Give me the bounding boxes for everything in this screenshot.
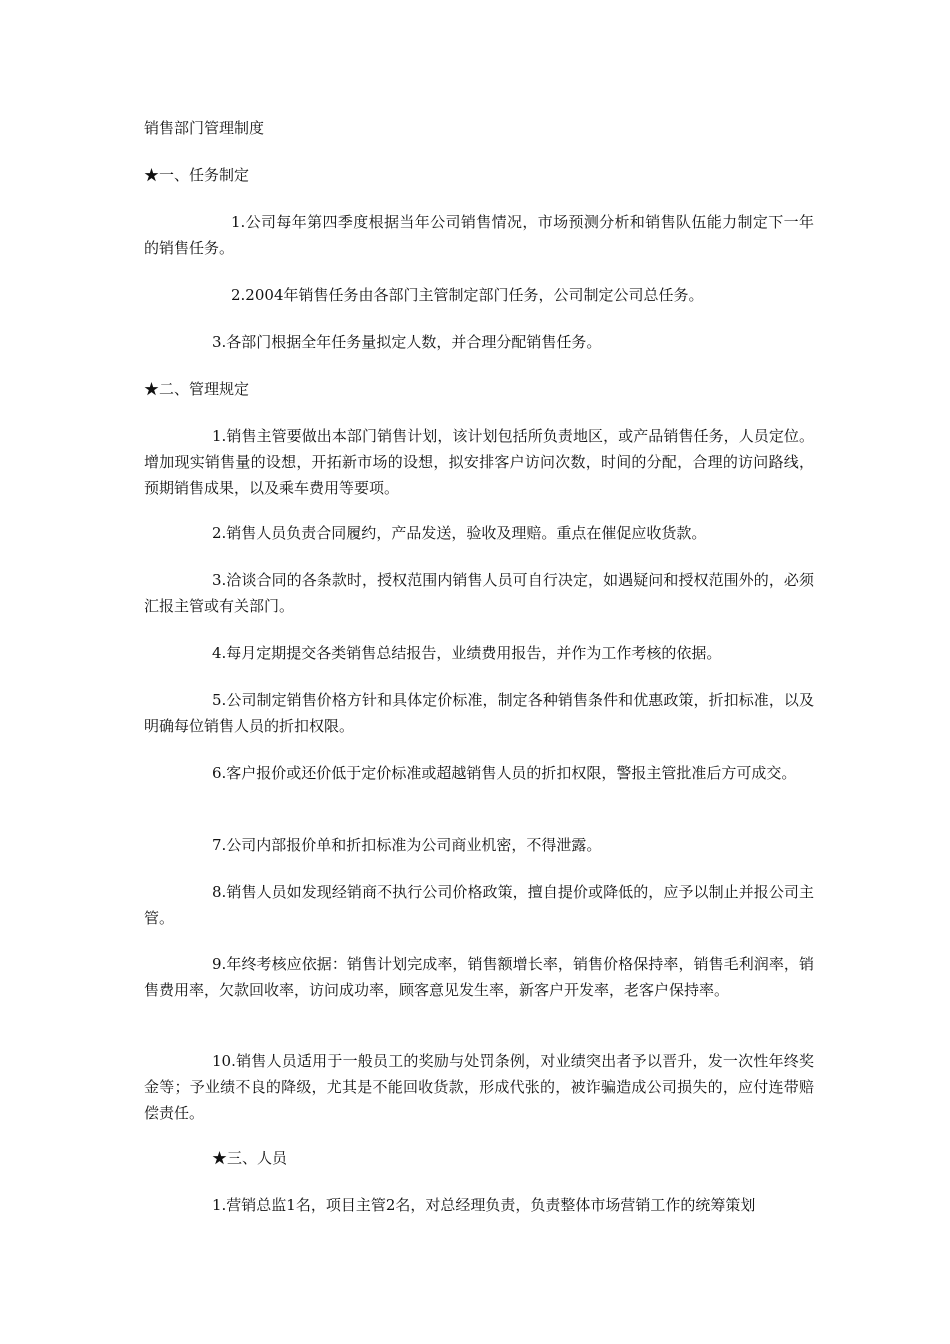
document-title: 销售部门管理制度 — [144, 119, 265, 137]
paragraph: 3.各部门根据全年任务量拟定人数，并合理分配销售任务。 — [212, 333, 602, 351]
paragraph: 1.销售主管要做出本部门销售计划，该计划包括所负责地区，或产品销售任务，人员定位。增加现实销售量的设想，开拓新市场的设想，拟安排客户访问次数，时间的分配，合理的访问路线，预期销售成果，以及乘车费用等要项。 — [144, 427, 814, 497]
paragraph: 4.每月定期提交各类销售总结报告，业绩费用报告，并作为工作考核的依据。 — [212, 644, 722, 662]
paragraph: 3.洽谈合同的各条款时，授权范围内销售人员可自行决定，如遇疑问和授权范围外的，必须汇报主管或有关部门。 — [144, 571, 814, 615]
paragraph: 8.销售人员如发现经销商不执行公司价格政策，擅自提价或降低的，应予以制止并报公司主管。 — [144, 883, 814, 927]
paragraph: 2.2004年销售任务由各部门主管制定部门任务，公司制定公司总任务。 — [231, 286, 704, 304]
section-heading-management: ★二、管理规定 — [144, 380, 250, 398]
paragraph: 6.客户报价或还价低于定价标准或超越销售人员的折扣权限，警报主管批准后方可成交。 — [212, 764, 797, 782]
section-heading-task: ★一、任务制定 — [144, 166, 250, 184]
paragraph: 7.公司内部报价单和折扣标准为公司商业机密，不得泄露。 — [212, 836, 602, 854]
paragraph: 1.公司每年第四季度根据当年公司销售情况，市场预测分析和销售队伍能力制定下一年的销售任务。 — [144, 213, 814, 257]
paragraph: 2.销售人员负责合同履约，产品发送，验收及理赔。重点在催促应收货款。 — [212, 524, 707, 542]
paragraph: 9.年终考核应依据：销售计划完成率，销售额增长率，销售价格保持率，销售毛利润率，销售费用率，欠款回收率，访问成功率，顾客意见发生率，新客户开发率，老客户保持率。 — [144, 955, 814, 999]
paragraph: 5.公司制定销售价格方针和具体定价标准，制定各种销售条件和优惠政策，折扣标准，以及明确每位销售人员的折扣权限。 — [144, 691, 814, 735]
paragraph: 10.销售人员适用于一般员工的奖励与处罚条例，对业绩突出者予以晋升，发一次性年终奖金等；予业绩不良的降级，尤其是不能回收货款，形成代张的，被诈骗造成公司损失的，应付连带赔偿责任。 — [144, 1052, 814, 1122]
paragraph: 1.营销总监1名，项目主管2名，对总经理负责，负责整体市场营销工作的统筹策划 — [212, 1196, 756, 1214]
section-heading-personnel: ★三、人员 — [212, 1149, 288, 1167]
